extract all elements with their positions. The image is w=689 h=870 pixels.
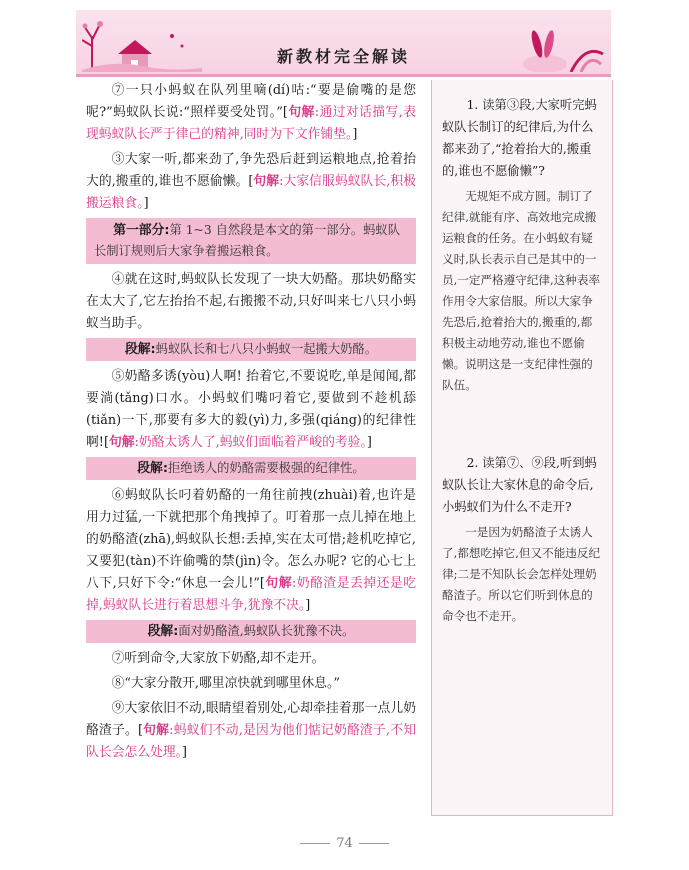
paragraph-8: ⑧“大家分散开,哪里凉快就到哪里休息。” [111,676,340,691]
main-text-column [86,80,416,767]
section-summary-box: 段解:蚂蚁队长和七八只小蚂蚁一起搬大奶酪。 [86,338,416,361]
header-divider [76,74,611,77]
page-number: 74 [336,836,353,851]
page-footer [0,836,689,851]
footer-dash [359,843,389,844]
question-2: 2. 读第⑦、⑨段,听到蚂蚁队长让大家休息的命令后,小蚂蚁们为什么不走开? [442,456,597,514]
paragraph-4: ④就在这时,蚂蚁队长发现了一块大奶酪。那块奶酪实在太大了,它左抬抬不起,右搬搬不动,只好叫来七八只小蚂蚁当助手。 [86,272,416,331]
question-sidebar [431,80,613,816]
question-1: 1. 读第③段,大家听完蚂蚁队长制订的纪律后,为什么都来劲了,“抢着抬大的,搬重的,谁也不愿偷懒”? [442,98,597,178]
paragraph-2: ⑦一只小蚂蚁在队列里嘀(dí)咕:“要是偷嘴的是您呢?”蚂蚁队长说:“照样要受处罚。”[句解:通过对话描写,表现蚂蚁队长严于律己的精神,同时为下文作铺垫。] [86,83,416,142]
answer-1: 无规矩不成方圆。制订了纪律,就能有序、高效地完成搬运粮食的任务。在小蚂蚁有疑义时,队长表示自己是其中的一员,一定严格遵守纪律,这种表率作用令大家信服。所以大家争先恐后,抢着抬大的,搬重的,都积极主动地劳动,谁也不愿偷懒。说明这是一支纪律性强的队伍。 [442,189,601,392]
paragraph-6: ⑥蚂蚁队长叼着奶酪的一角往前拽(zhuài)着,也许是用力过猛,一下就把那个角拽掉了。叮着那一点儿掉在地上的奶酪渣(zhā),蚂蚁队长想:丢掉,实在太可惜;趁机吃掉它,又要犯(tàn)不许偷嘴的禁(jìn)令。怎么办呢? 它的心七上八下,只好下令:“休息一会儿!”[句解:奶酪渣是丢掉还是吃掉,蚂蚁队长进行着思想斗争,犹豫不决。] [86,488,417,613]
paragraph-5: ⑤奶酪多诱(yòu)人啊! 抬着它,不要说吃,单是闻闻,都要淌(tǎng)口水。小蚂蚁们嘴叼着它,要做到不趁机舔(tiǎn)一下,那要有多大的毅(yì)力,多强(qiáng)的纪律性啊![句解:奶酪太诱人了,蚂蚁们面临着严峻的考验。] [86,369,416,450]
section-summary-box: 段解:面对奶酪渣,蚂蚁队长犹豫不决。 [86,620,416,643]
answer-2: 一是因为奶酪渣子太诱人了,都想吃掉它,但又不能违反纪律;二是不知队长会怎样处理奶酪渣子。所以它们听到休息的命令也不走开。 [442,525,601,623]
question-2-block [442,452,602,627]
page-title: 新教材完全解读 [276,47,410,66]
paragraph-7: ⑦听到命令,大家放下奶酪,却不走开。 [111,651,325,666]
question-1-block [442,94,602,396]
paragraph-9: ⑨大家依旧不动,眼睛望着别处,心却牵挂着那一点儿奶酪渣子。[句解:蚂蚁们不动,是因为他们惦记奶酪渣子,不知队长会怎么处理。] [86,701,416,760]
bunny-illustration [485,24,605,72]
section-summary-box: 段解:拒绝诱人的奶酪需要极强的纪律性。 [86,457,416,480]
part-summary-box: 第一部分:第 1~3 自然段是本文的第一部分。蚂蚁队长制订规则后大家争着搬运粮食。 [86,218,416,264]
footer-dash [300,843,330,844]
page-header [76,10,611,74]
paragraph-3: ③大家一听,都来劲了,争先恐后赶到运粮地点,抢着抬大的,搬重的,谁也不愿偷懒。[句解:大家信服蚂蚁队长,积极搬运粮食。] [86,152,417,211]
